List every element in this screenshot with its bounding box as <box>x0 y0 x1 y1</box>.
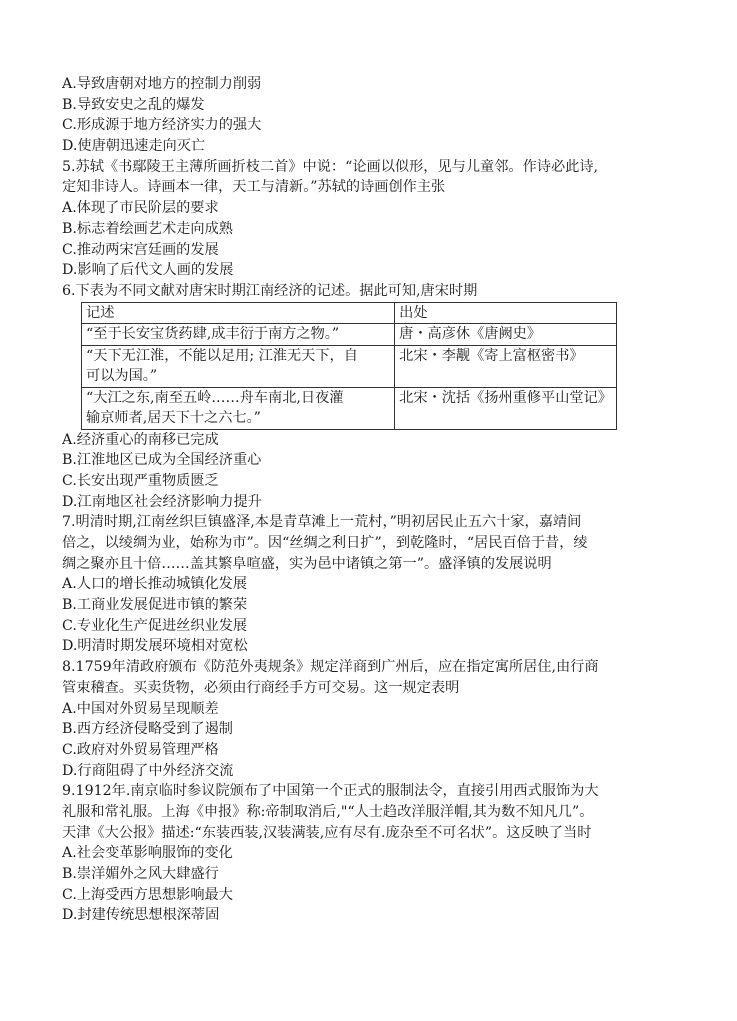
cell-desc-line: 输京师者,居天下十之六七。” <box>86 410 261 427</box>
cell-desc-line: “至于长安宝货药肆,成丰衍于南方之物。” <box>86 326 340 343</box>
option-d: D.使唐朝迅速走向灭亡 <box>62 138 206 155</box>
option-b: B.崇洋媚外之风大肆盛行 <box>62 866 219 882</box>
question-stem: 6.下表为不同文献对唐宋时期江南经济的记述。据此可知,唐宋时期 <box>62 282 478 299</box>
question-stem: 管束稽查。买卖货物，必须由行商经手方可交易。这一规定表明 <box>62 679 460 696</box>
option-a: A.人口的增长推动城镇化发展 <box>62 576 248 593</box>
option-c: C.上海受西方思想影响最大 <box>62 886 233 903</box>
question-4-options <box>62 74 672 157</box>
question-stem: 9.1912年.南京临时参议院颁布了中国第一个正式的服制法令，直接引用西式服饰为大 <box>62 783 599 800</box>
question-stem: 8.1759年清政府颁布《防范外夷规条》规定洋商到广州后，应在指定寓所居住,由行商 <box>62 659 599 676</box>
question-8 <box>62 657 672 781</box>
question-stem: 天津《大公报》描述:“东装西装,汉装满装,应有尽有.庞杂至不可名状”。这反映了当时 <box>62 824 592 841</box>
cell-desc-line: “天下无江淮，不能以足用; 江淮无天下，自 <box>86 347 358 364</box>
cell-source: 北宋・李觏《寄上富枢密书》 <box>395 345 617 387</box>
option-a: A.社会变革影响服饰的变化 <box>62 845 233 862</box>
option-c: C.形成源于地方经济实力的强大 <box>62 117 262 134</box>
cell-source: 北宋・沈括《扬州重修平山堂记》 <box>395 387 617 429</box>
option-c: C.推动两宋宫廷画的发展 <box>62 241 219 258</box>
question-9 <box>62 781 672 926</box>
table-row <box>82 387 617 429</box>
option-c: C.专业化生产促进丝织业发展 <box>62 617 248 634</box>
option-a: A.体现了市民阶层的要求 <box>62 200 219 217</box>
option-d: D.影响了后代文人画的发展 <box>62 262 234 279</box>
question-stem: 绸之聚亦且十倍……盖其繁阜喧盛，实为邑中诸镇之第一”。盛泽镇的发展说明 <box>62 555 552 572</box>
source-table <box>81 302 617 430</box>
option-c: C.政府对外贸易管理严格 <box>62 741 219 758</box>
cell-desc-line: 可以为国。” <box>86 368 158 385</box>
question-stem: 7.明清时期,江南丝织巨镇盛泽,本是青草滩上一荒村，”明初居民止五六十家，嘉靖间 <box>62 514 582 531</box>
question-5 <box>62 157 672 281</box>
option-d: D.行商阻碍了中外经济交流 <box>62 762 234 779</box>
option-d: D.明清时期发展环境相对宽松 <box>62 638 248 655</box>
cell-desc <box>82 345 395 387</box>
table-row <box>82 324 617 346</box>
table-header-row <box>82 302 617 324</box>
option-a: A.中国对外贸易呈现顺差 <box>62 700 219 717</box>
question-7 <box>62 512 672 657</box>
question-6 <box>62 281 672 512</box>
question-stem: 倍之，以绫绸为业，始称为市”。因“丝绸之利日扩”，到乾隆时，“居民百倍于昔，绫 <box>62 535 588 551</box>
option-a: A.导致唐朝对地方的控制力削弱 <box>62 76 262 92</box>
question-stem: 定知非诗人。诗画本一律，天工与清新。”苏轼的诗画创作主张 <box>62 179 446 196</box>
option-b: B.工商业发展促进市镇的繁荣 <box>62 597 248 614</box>
cell-source: 唐・高彦休《唐阙史》 <box>395 324 617 346</box>
table-row <box>82 345 617 387</box>
question-stem: 礼服和常礼服。上海《申报》称:帝制取消后,"“人士趋改洋服洋帽,其为数不知凡几”。 <box>62 803 594 820</box>
cell-desc <box>82 387 395 429</box>
option-d: D.封建传统思想根深蒂固 <box>62 907 220 924</box>
option-a: A.经济重心的南移已完成 <box>62 431 219 448</box>
cell-desc-line: “大江之东,南至五岭……舟车南北,日夜灌 <box>86 389 344 406</box>
cell-desc <box>82 324 395 346</box>
option-b: B.标志着绘画艺术走向成熟 <box>62 220 233 237</box>
option-b: B.江淮地区已成为全国经济重心 <box>62 452 262 469</box>
document-page <box>62 74 672 926</box>
header-desc: 记述 <box>82 302 395 324</box>
option-b: B.导致安史之乱的爆发 <box>62 96 205 113</box>
question-stem: 5.苏轼《书鄢陵王主薄所画折枝二首》中说：“论画以似形，见与儿童邻。作诗必此诗, <box>62 158 599 175</box>
option-d: D.江南地区社会经济影响力提升 <box>62 493 262 510</box>
option-c: C.长安出现严重物质匮乏 <box>62 472 219 489</box>
header-source: 出处 <box>395 302 617 324</box>
option-b: B.西方经济侵略受到了遏制 <box>62 721 233 738</box>
